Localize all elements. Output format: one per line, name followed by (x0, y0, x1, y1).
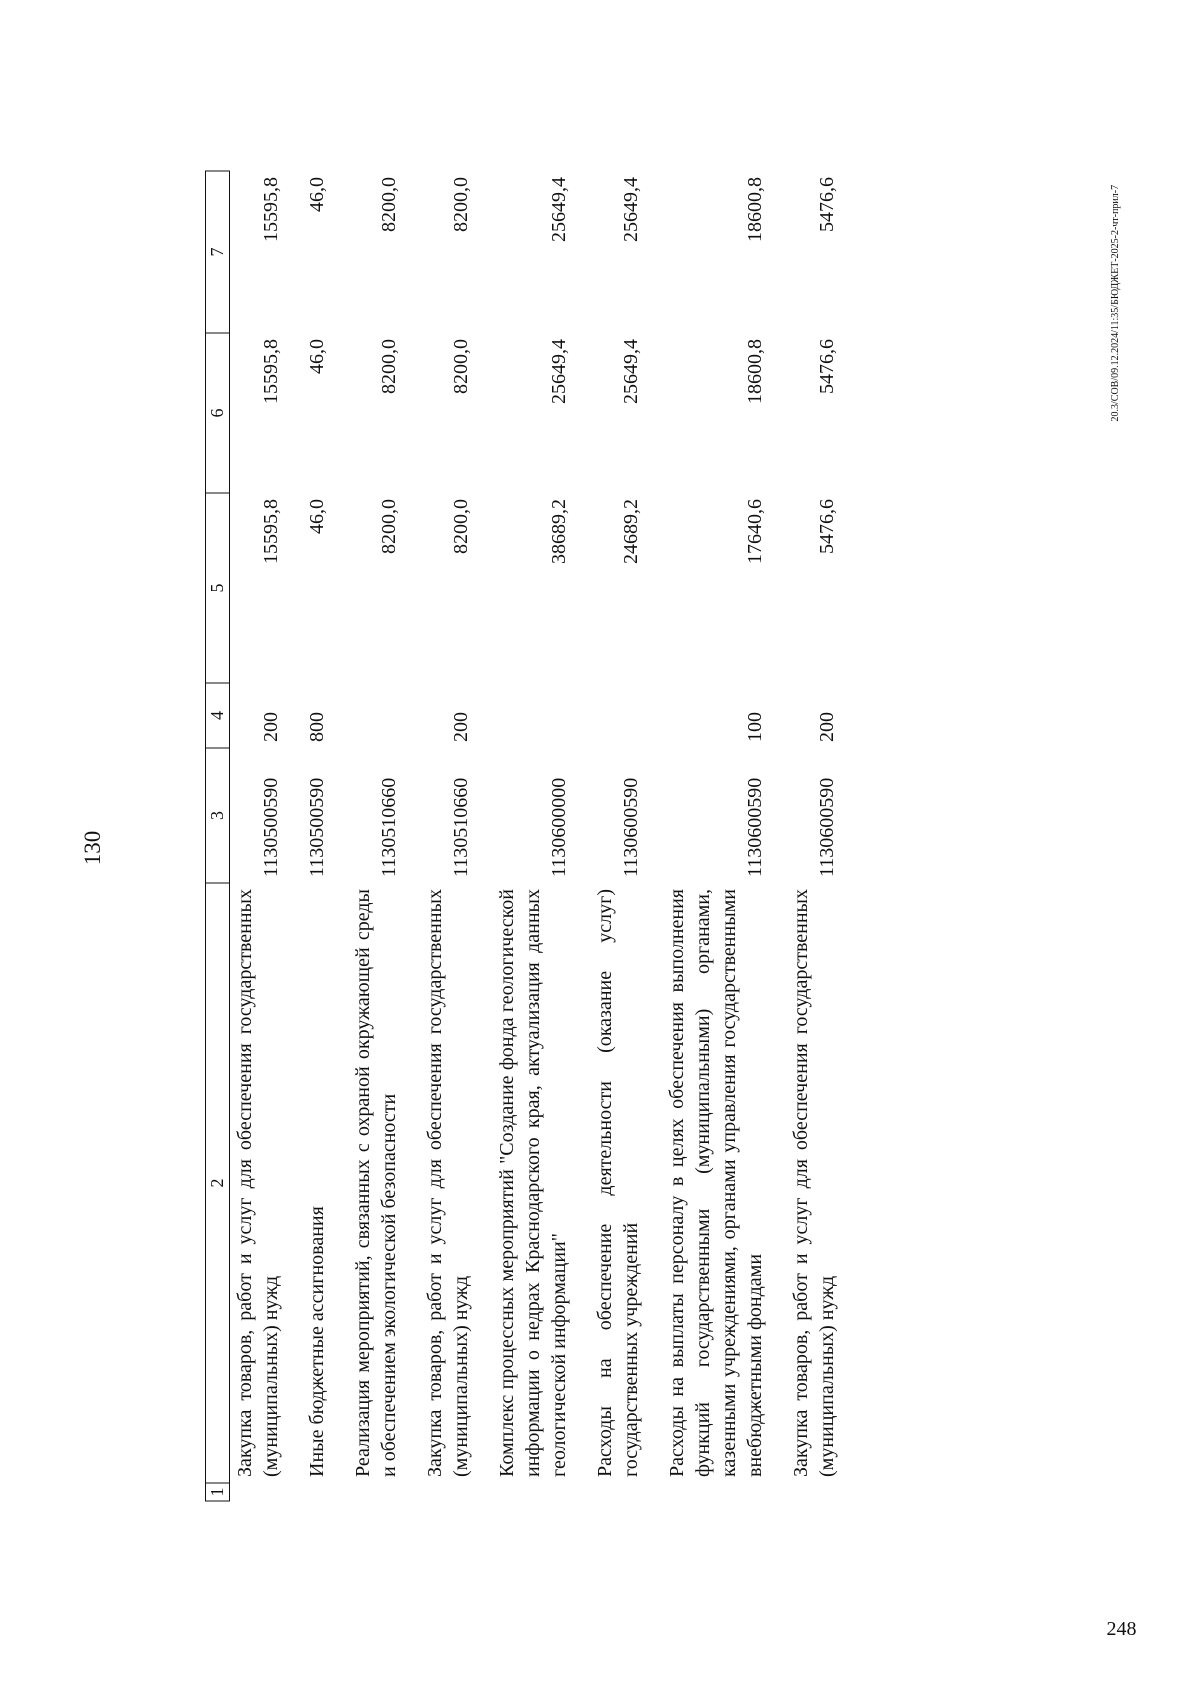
column-header: 5 (206, 493, 230, 683)
table-row (230, 171, 303, 1501)
footer-code: 20.3/СОВ/09.12.2024/11:35/БЮДЖЕТ-2025-2-чт-прил-7 (1110, 184, 1121, 422)
table-header-row (206, 171, 230, 1501)
column-header: 7 (206, 171, 230, 333)
row-description: Закупка товаров, работ и услуг для обеспечения государственных (муниципальных) нужд (234, 889, 283, 1477)
page-number: 130 (80, 830, 105, 866)
row-description: Комплекс процессных мероприятий "Создание фонда геологической информации о недрах Краснодарского края, актуализация данных геологической информации" (496, 889, 571, 1477)
amount-col7: 46,0 (306, 177, 329, 212)
budget-table (205, 171, 858, 1502)
amount-col7: 18600,8 (744, 177, 767, 242)
expense-type-code: 200 (816, 712, 839, 742)
row-index-cell (662, 1483, 786, 1501)
amount-col5: 8200,0 (450, 499, 473, 554)
sheet-number: 248 (1106, 1618, 1137, 1640)
expense-type-code (348, 683, 420, 748)
table-row (590, 171, 662, 1501)
expense-type-code: 800 (306, 712, 329, 742)
target-article-code: 1130600590 (816, 777, 839, 877)
amount-col5: 15595,8 (260, 499, 283, 564)
column-header: 3 (206, 748, 230, 883)
row-index-cell (492, 1483, 590, 1501)
row-description: Иные бюджетные ассигнования (306, 1206, 329, 1477)
amount-col5: 38689,2 (548, 499, 571, 564)
target-article-code: 1130600000 (548, 777, 571, 877)
amount-col7: 15595,8 (260, 177, 283, 242)
target-article-code: 1130500590 (306, 777, 329, 877)
expense-type-code: 200 (260, 712, 283, 742)
target-article-code: 1130500590 (260, 777, 283, 877)
target-article-code: 1130600590 (620, 777, 643, 877)
amount-col7: 25649,4 (620, 177, 643, 242)
row-index-cell (590, 1483, 662, 1501)
row-description: Расходы на обеспечение деятельности (оказание услуг) государственных учреждений (594, 889, 643, 1477)
row-index-cell (420, 1483, 492, 1501)
table-row (662, 171, 786, 1501)
table-row (420, 171, 492, 1501)
row-description: Реализация мероприятий, связанных с охраной окружающей среды и обеспечением экологической безопасности (352, 889, 401, 1477)
row-index-cell (302, 1483, 348, 1501)
amount-col6: 15595,8 (260, 339, 283, 404)
amount-col5: 46,0 (306, 499, 329, 534)
amount-col6: 18600,8 (744, 339, 767, 404)
target-article-code: 1130510660 (450, 777, 473, 877)
target-article-code: 1130510660 (378, 777, 401, 877)
row-index-cell (348, 1483, 420, 1501)
row-description: Закупка товаров, работ и услуг для обеспечения государственных (муниципальных) нужд (790, 889, 839, 1477)
expense-type-code: 100 (744, 712, 767, 742)
amount-col7: 25649,4 (548, 177, 571, 242)
column-header: 1 (206, 1483, 230, 1501)
amount-col6: 25649,4 (620, 339, 643, 404)
table-body (230, 171, 859, 1501)
row-description: Закупка товаров, работ и услуг для обеспечения государственных (муниципальных) нужд (424, 889, 473, 1477)
table-row (786, 171, 858, 1501)
amount-col7: 8200,0 (450, 177, 473, 232)
row-description: Расходы на выплаты персоналу в целях обеспечения выполнения функций государственными (муниципальными) органами, казенными учреждениями, органами управления государственными внебюджетными фондами (666, 889, 767, 1477)
table-row (302, 171, 348, 1501)
amount-col5: 5476,6 (816, 499, 839, 554)
amount-col6: 46,0 (306, 339, 329, 374)
amount-col5: 17640,6 (744, 499, 767, 564)
row-index-cell (230, 1483, 303, 1501)
table-row (492, 171, 590, 1501)
amount-col5: 8200,0 (378, 499, 401, 554)
amount-col7: 5476,6 (816, 177, 839, 232)
target-article-code: 1130600590 (744, 777, 767, 877)
table-row (348, 171, 420, 1501)
amount-col6: 5476,6 (816, 339, 839, 394)
expense-type-code (590, 683, 662, 748)
expense-type-code (492, 683, 590, 748)
amount-col7: 8200,0 (378, 177, 401, 232)
expense-type-code: 200 (450, 712, 473, 742)
amount-col5: 24689,2 (620, 499, 643, 564)
column-header: 4 (206, 683, 230, 748)
column-header: 6 (206, 333, 230, 493)
row-index-cell (786, 1483, 858, 1501)
column-header: 2 (206, 883, 230, 1483)
amount-col6: 8200,0 (450, 339, 473, 394)
amount-col6: 25649,4 (548, 339, 571, 404)
amount-col6: 8200,0 (378, 339, 401, 394)
